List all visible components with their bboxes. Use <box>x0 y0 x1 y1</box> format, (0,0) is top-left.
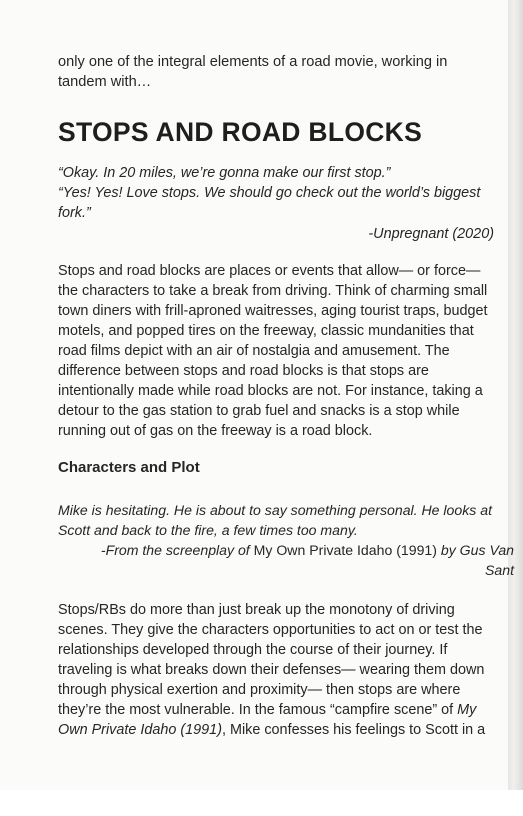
scan-background <box>0 790 523 816</box>
screenplay-attribution <box>80 540 514 580</box>
intro-paragraph: only one of the integral elements of a road movie, working in tandem with… <box>58 54 448 90</box>
quote-line-1: “Okay. In 20 miles, we’re gonna make our first stop.” <box>58 165 391 181</box>
attr-prefix: -From the screenplay of <box>100 542 254 558</box>
attr-author: by Gus Van Sant <box>440 542 514 578</box>
body2-text: Stops/RBs do more than just break up the monotony of driving scenes. They give the characters opportunities to act on or test the relationships developed through the course of their journey. If traveling is what breaks down their defenses— wearing them down through physical exertion and proximity— then stops are where they’re the most vulnerable. In the famous “campfire scene” of <box>58 602 485 718</box>
body-paragraph-1: Stops and road blocks are places or events that allow— or force— the characters to take a break from driving. Think of charming small town diners with frill-aproned waitresses, aging tourist traps, budget motels, and popped tires on the freeway, classic mundanities that road films depict with an air of nostalgia and amusement. The difference between stops and road blocks is that stops are intentionally made while road blocks are not. For instance, taking a detour to the gas station to grab fuel and snacks is a stop while running out of gas on the freeway is a road block. <box>58 263 488 439</box>
body-paragraph-2 <box>58 600 498 740</box>
epigraph-quote <box>58 163 488 223</box>
body2-film-title: My Own Private Idaho (1991) <box>58 702 477 738</box>
attr-title: My Own Private Idaho <box>253 542 393 558</box>
subsection-heading: Characters and Plot <box>58 459 200 476</box>
body2-tail: , Mike confesses his feelings to Scott in a <box>221 722 486 738</box>
section-heading: STOPS AND ROAD BLOCKS <box>58 117 423 147</box>
attr-year: (1991) <box>392 542 441 558</box>
quote-line-2: “Yes! Yes! Love stops. We should go check out the world’s biggest fork.” <box>58 185 481 221</box>
screenplay-quote: Mike is hesitating. He is about to say something personal. He looks at Scott and back to the fire, a few times too many. <box>58 502 492 538</box>
page-edge <box>508 0 523 790</box>
epigraph-attribution: -Unpregnant (2020) <box>368 226 494 242</box>
